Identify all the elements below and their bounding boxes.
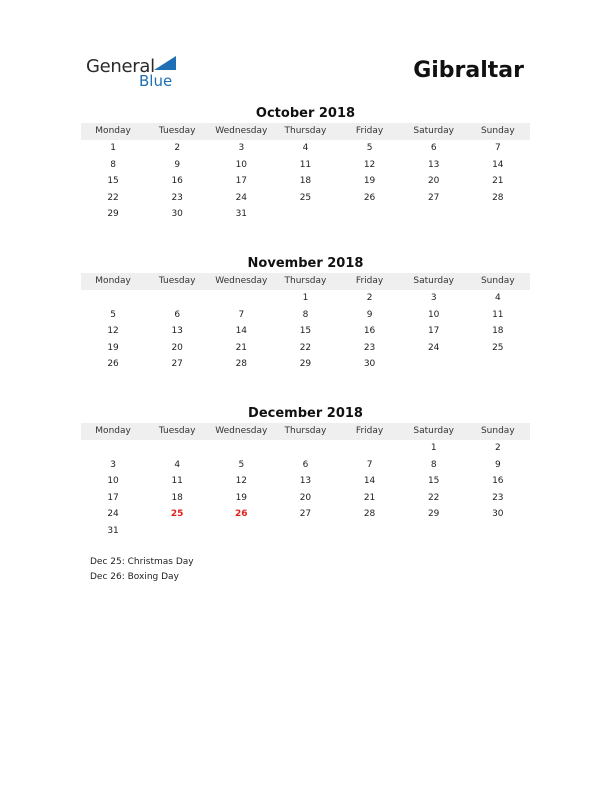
day-cell: 11 (492, 309, 504, 320)
week-row (81, 356, 530, 373)
day-cell: 14 (492, 159, 504, 170)
day-cell: 18 (299, 176, 312, 187)
week-row (81, 457, 530, 474)
day-cell: 14 (235, 326, 248, 337)
day-cell: 12 (363, 159, 376, 170)
holiday-day-cell: 25 (170, 509, 184, 520)
day-cell: 8 (110, 159, 116, 170)
day-cell: 15 (107, 176, 119, 187)
weekday-header: Friday (355, 126, 384, 136)
week-row (81, 307, 530, 324)
empty-day-cell (466, 206, 530, 223)
empty-day-cell (466, 523, 530, 540)
day-cell: 20 (171, 342, 183, 353)
empty-day-cell (338, 206, 402, 223)
empty-day-cell (402, 356, 466, 373)
weekday-header: Monday (95, 426, 131, 436)
day-cell: 23 (492, 492, 504, 503)
week-row (81, 140, 530, 157)
week-row (81, 290, 530, 307)
day-cell: 4 (302, 143, 309, 153)
day-cell: 23 (363, 342, 376, 353)
day-cell: 7 (238, 309, 245, 320)
day-cell: 2 (494, 443, 501, 453)
empty-day-cell (402, 206, 466, 223)
month-block (81, 106, 530, 223)
week-row (81, 206, 530, 223)
day-cell: 3 (430, 293, 437, 303)
weekday-header: Saturday (413, 276, 454, 286)
day-cell: 16 (171, 176, 183, 187)
day-cell: 27 (427, 192, 440, 203)
day-cell: 13 (299, 476, 312, 487)
day-cell: 14 (363, 476, 376, 487)
month-block (81, 406, 530, 540)
day-cell: 15 (299, 326, 312, 337)
weekday-header: Tuesday (158, 426, 196, 436)
day-cell: 19 (107, 342, 119, 353)
empty-day-cell (273, 206, 337, 223)
empty-day-cell (145, 440, 209, 457)
day-cell: 25 (299, 192, 312, 203)
empty-day-cell (209, 290, 273, 307)
day-cell: 30 (171, 209, 183, 220)
day-cell: 13 (427, 159, 440, 170)
day-cell: 28 (492, 192, 504, 203)
day-cell: 2 (366, 293, 373, 303)
holiday-day-cell: 26 (235, 509, 248, 520)
weekday-header: Tuesday (158, 276, 196, 286)
day-cell: 27 (299, 509, 312, 520)
day-cell: 17 (427, 326, 440, 337)
day-cell: 6 (302, 459, 309, 470)
day-cell: 20 (299, 492, 312, 503)
day-cell: 22 (427, 492, 440, 503)
weekday-header: Saturday (413, 426, 454, 436)
empty-day-cell (338, 440, 402, 457)
day-cell: 15 (427, 476, 440, 487)
day-cell: 16 (363, 326, 376, 337)
weekday-header: Tuesday (158, 126, 196, 136)
day-cell: 8 (302, 309, 309, 320)
weekday-header: Thursday (284, 426, 327, 436)
empty-day-cell (81, 440, 145, 457)
weekday-header-row (81, 273, 530, 290)
empty-day-cell (402, 523, 466, 540)
weekday-header: Thursday (284, 276, 327, 286)
day-cell: 9 (366, 309, 373, 320)
weekday-header: Friday (355, 276, 384, 286)
weekday-header: Wednesday (215, 126, 268, 136)
weekday-header: Saturday (413, 126, 454, 136)
weekday-header: Sunday (480, 426, 515, 436)
day-cell: 22 (299, 342, 312, 353)
empty-day-cell (81, 290, 145, 307)
day-cell: 5 (366, 143, 373, 153)
day-cell: 21 (492, 176, 504, 187)
day-cell: 22 (107, 192, 119, 203)
week-row (81, 190, 530, 207)
day-cell: 24 (107, 509, 119, 520)
week-row (81, 440, 530, 457)
day-cell: 11 (171, 476, 183, 487)
day-cell: 30 (492, 509, 504, 520)
empty-day-cell (209, 440, 273, 457)
day-cell: 20 (427, 176, 440, 187)
day-cell: 18 (492, 326, 504, 337)
day-cell: 1 (302, 293, 309, 303)
day-cell: 23 (171, 192, 183, 203)
day-cell: 26 (363, 192, 376, 203)
day-cell: 6 (174, 309, 181, 320)
logo-triangle-icon (154, 56, 176, 70)
day-cell: 24 (235, 192, 248, 203)
day-cell: 2 (174, 143, 181, 153)
day-cell: 3 (238, 143, 245, 153)
day-cell: 29 (427, 509, 440, 520)
empty-day-cell (209, 523, 273, 540)
day-cell: 18 (171, 492, 183, 503)
day-cell: 25 (492, 342, 504, 353)
day-cell: 24 (427, 342, 440, 353)
day-cell: 5 (110, 309, 116, 320)
day-cell: 3 (110, 459, 116, 470)
day-cell: 28 (235, 359, 248, 370)
holiday-note: Dec 26: Boxing Day (90, 571, 179, 582)
day-cell: 9 (174, 159, 181, 170)
country-title: Gibraltar (413, 58, 524, 83)
day-cell: 8 (430, 459, 437, 470)
day-cell: 1 (110, 143, 116, 153)
day-cell: 5 (238, 459, 245, 470)
day-cell: 27 (171, 359, 183, 370)
day-cell: 7 (494, 143, 501, 153)
day-cell: 13 (171, 326, 183, 337)
month-block (81, 256, 530, 373)
day-cell: 19 (235, 492, 248, 503)
weekday-header: Sunday (480, 126, 515, 136)
week-row (81, 340, 530, 357)
weekday-header: Thursday (284, 126, 327, 136)
holiday-note: Dec 25: Christmas Day (90, 557, 194, 567)
week-row (81, 490, 530, 507)
day-cell: 21 (363, 492, 376, 503)
empty-day-cell (145, 523, 209, 540)
day-cell: 4 (494, 293, 501, 303)
day-cell: 17 (235, 176, 248, 187)
empty-day-cell (273, 523, 337, 540)
month-title: December 2018 (248, 406, 363, 421)
empty-day-cell (466, 356, 530, 373)
weekday-header: Monday (95, 126, 131, 136)
weekday-header: Monday (95, 276, 131, 286)
day-cell: 1 (430, 443, 437, 453)
week-row (81, 473, 530, 490)
day-cell: 10 (427, 309, 440, 320)
day-cell: 7 (366, 459, 373, 470)
day-cell: 19 (363, 176, 376, 187)
month-title: October 2018 (255, 106, 356, 121)
weekday-header-row (81, 423, 530, 440)
week-row (81, 173, 530, 190)
week-row (81, 157, 530, 174)
day-cell: 17 (107, 492, 119, 503)
day-cell: 10 (107, 476, 119, 487)
day-cell: 28 (363, 509, 376, 520)
day-cell: 9 (494, 459, 501, 470)
weekday-header: Friday (355, 426, 384, 436)
day-cell: 12 (235, 476, 248, 487)
empty-day-cell (145, 290, 209, 307)
weekday-header: Wednesday (215, 426, 268, 436)
weekday-header: Wednesday (215, 276, 268, 286)
weekday-header-row (81, 123, 530, 140)
day-cell: 16 (492, 476, 504, 487)
weekday-header: Sunday (480, 276, 515, 286)
day-cell: 10 (235, 159, 248, 170)
holiday-notes (90, 555, 194, 584)
logo-blue-text: Blue (139, 72, 173, 90)
week-row (81, 523, 530, 540)
day-cell: 21 (235, 342, 248, 353)
week-row (81, 323, 530, 340)
day-cell: 29 (107, 209, 119, 220)
day-cell: 31 (107, 525, 119, 536)
day-cell: 11 (299, 159, 312, 170)
empty-day-cell (273, 440, 337, 457)
day-cell: 31 (235, 209, 248, 220)
day-cell: 4 (174, 459, 181, 470)
empty-day-cell (338, 523, 402, 540)
day-cell: 29 (299, 359, 312, 370)
week-row (81, 506, 530, 523)
day-cell: 6 (430, 143, 437, 153)
month-title: November 2018 (247, 256, 364, 271)
day-cell: 12 (107, 326, 119, 337)
logo-general-text: General (86, 56, 155, 77)
day-cell: 30 (363, 359, 376, 370)
brand-logo (86, 56, 186, 92)
day-cell: 26 (107, 359, 119, 370)
